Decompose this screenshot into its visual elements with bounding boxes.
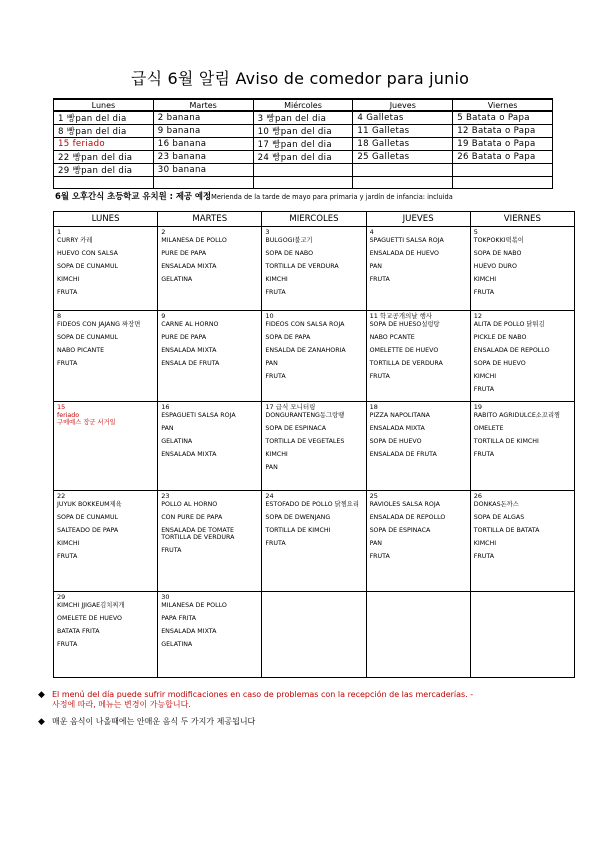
menu-item: ALITA DE POLLO 닭튀김 xyxy=(473,321,545,328)
menu-day-cell xyxy=(366,491,470,592)
menu-item: SOPA DE NABO xyxy=(265,250,314,257)
menu-item: FRUTA xyxy=(473,289,495,296)
snack-cell: 22 빵pan del dia xyxy=(54,151,154,164)
snack-header-jueves: Jueves xyxy=(353,99,453,111)
snack-row xyxy=(54,151,553,164)
menu-week-row xyxy=(54,227,575,311)
menu-item: FRUTA xyxy=(57,360,78,367)
menu-item: FRUTA xyxy=(369,553,390,560)
snack-cell: 3 빵pan del dia xyxy=(253,111,353,125)
menu-day-number: 23 xyxy=(161,492,170,500)
footnote-1-line-1: El menú del día puede sufrir modificaciones en caso de problemas con la recepción de las mercaderías. - xyxy=(52,690,474,699)
menu-item: SOPA DE NABO xyxy=(473,250,522,257)
menu-header-miercoles: MIERCOLES xyxy=(262,212,366,227)
snack-cell: 1 빵pan del dia xyxy=(54,111,154,125)
snack-cell xyxy=(353,164,453,177)
menu-item: FRUTA xyxy=(161,547,182,554)
menu-day-cell xyxy=(366,311,470,402)
snack-cell: 15 feriado xyxy=(54,138,154,151)
menu-item: BULGOGI불고기 xyxy=(265,237,313,244)
snack-row xyxy=(54,125,553,138)
menu-item: FIDEOS CON JAJANG 짜장면 xyxy=(57,321,141,328)
snack-cell: 25 Galletas xyxy=(353,151,453,164)
snack-row xyxy=(54,138,553,151)
menu-day-number: 1 xyxy=(57,228,62,236)
menu-day-number: 8 xyxy=(57,312,62,320)
page-title: 급식 6월 알림 Aviso de comedor para junio xyxy=(130,69,470,88)
menu-item: FRUTA xyxy=(57,553,78,560)
menu-day-number: 5 xyxy=(473,228,478,236)
menu-day-number: 2 xyxy=(161,228,166,236)
snack-header-lunes: Lunes xyxy=(54,99,154,111)
snack-cell: 26 Batata o Papa xyxy=(453,151,553,164)
menu-day-number: 19 xyxy=(473,403,483,411)
menu-item: ENSALADA MIXTA xyxy=(369,425,425,432)
menu-item: SOPA DE PAPA xyxy=(265,334,311,341)
snack-cell: 9 banana xyxy=(153,125,253,138)
menu-item: KIMCHI xyxy=(473,540,497,547)
menu-item: MILANESA DE POLLO xyxy=(161,237,227,244)
diamond-bullet-icon: ◆ xyxy=(38,717,45,727)
menu-item: PAN xyxy=(265,360,278,367)
menu-item: KIMCHI xyxy=(57,540,80,547)
menu-item: RAVIOLES SALSA ROJA xyxy=(369,501,440,508)
menu-item: TORTILLA DE KIMCHI xyxy=(473,438,539,445)
menu-day-cell xyxy=(262,227,366,311)
menu-item: POLLO AL HORNO xyxy=(161,501,218,508)
menu-item: BATATA FRITA xyxy=(57,628,100,635)
menu-item: GELATINA xyxy=(161,641,193,648)
menu-day-cell xyxy=(366,227,470,311)
menu-item: ENSALADA MIXTA xyxy=(161,347,217,354)
menu-item: FRUTA xyxy=(57,289,78,296)
menu-item: FRUTA xyxy=(265,540,286,547)
snack-header-viernes: Viernes xyxy=(453,99,553,111)
menu-day-cell xyxy=(262,311,366,402)
menu-day-cell xyxy=(262,592,366,678)
snack-cell: 8 빵pan del dia xyxy=(54,125,154,138)
menu-item: OMELETE xyxy=(473,425,504,432)
menu-day-number: 25 xyxy=(369,492,378,500)
menu-day-cell xyxy=(54,402,158,491)
menu-item: TORTILLA DE VERDURA xyxy=(265,263,339,270)
menu-item: KIMCHI xyxy=(473,276,497,283)
snack-cell xyxy=(54,177,154,189)
menu-item: ENSALA DE FRUTA xyxy=(161,360,220,367)
menu-item: PAN xyxy=(369,540,382,547)
menu-day-cell xyxy=(470,311,574,402)
menu-item: KIMCHI JJIGAE김치찌개 xyxy=(57,602,125,609)
menu-day-number: 10 xyxy=(265,312,274,320)
menu-day-cell xyxy=(54,592,158,678)
menu-item: SOPA DE HUESO설렁탕 xyxy=(369,321,440,328)
menu-day-number: 26 xyxy=(473,492,483,500)
menu-item: KIMCHI xyxy=(473,373,497,380)
snack-cell: 4 Galletas xyxy=(353,111,453,125)
menu-header-jueves: JUEVES xyxy=(366,212,470,227)
menu-day-cell xyxy=(158,227,262,311)
snack-cell: 29 빵pan del dia xyxy=(54,164,154,177)
menu-item: OMELETTE DE HUEVO xyxy=(369,347,439,354)
menu-item: TOKPOKKI떡볶이 xyxy=(473,237,524,244)
snack-note-main: 6월 오후간식 초등학교 유치원 : 제공 예정 xyxy=(55,191,212,201)
menu-day-number: 11 학교공개의날 행사 xyxy=(369,312,433,320)
menu-day-cell xyxy=(470,592,574,678)
snack-cell: 19 Batata o Papa xyxy=(453,138,553,151)
menu-item: FRUTA xyxy=(265,373,286,380)
menu-item: SOPA DE ESPINACA xyxy=(369,527,431,534)
snack-cell xyxy=(253,164,353,177)
snack-cell xyxy=(153,177,253,189)
snack-cell xyxy=(353,177,453,189)
menu-item: SOPA DE ESPINACA xyxy=(265,425,327,432)
menu-item: SOPA DE HUEVO xyxy=(369,438,422,445)
menu-item: GELATINA xyxy=(161,438,193,445)
menu-item: OMELETE DE HUEVO xyxy=(57,615,122,622)
menu-day-number: 16 xyxy=(161,403,170,411)
menu-week-row xyxy=(54,311,575,402)
menu-item: CARNE AL HORNO xyxy=(161,321,219,328)
snack-cell: 18 Galletas xyxy=(353,138,453,151)
menu-day-cell xyxy=(54,227,158,311)
menu-day-cell xyxy=(366,592,470,678)
snack-cell: 10 빵pan del dia xyxy=(253,125,353,138)
menu-day-cell xyxy=(470,491,574,592)
menu-calendar xyxy=(53,211,575,678)
menu-item: PURE DE PAPA xyxy=(161,250,207,257)
menu-day-cell xyxy=(54,491,158,592)
menu-day-cell xyxy=(158,491,262,592)
menu-item: TORTILLA DE VERDURA xyxy=(369,360,443,367)
snack-cell: 2 banana xyxy=(153,111,253,125)
menu-header-martes: MARTES xyxy=(158,212,262,227)
menu-item: SOPA DE ALGAS xyxy=(473,514,525,521)
menu-item: TORTILLA DE VEGETALES xyxy=(265,438,345,445)
snack-cell: 24 빵pan del dia xyxy=(253,151,353,164)
menu-item: ENSALADA MIXTA xyxy=(161,263,217,270)
menu-week-row xyxy=(54,491,575,592)
menu-item: DONGURANTENG동그랑땡 xyxy=(265,412,345,419)
menu-item: CURRY 카레 xyxy=(57,237,93,244)
menu-item: SOPA DE HUEVO xyxy=(473,360,526,367)
menu-item: CON PURE DE PAPA xyxy=(161,514,223,521)
snack-cell: 5 Batata o Papa xyxy=(453,111,553,125)
menu-item: SOPA DE DWENJANG xyxy=(265,514,331,521)
menu-day-number: 17 급식 모니터링 xyxy=(265,403,316,411)
footnote-1-line-2: 사정에 따라, 메뉴는 변경이 가능합니다. xyxy=(52,700,191,709)
menu-item: ESPAGUETI SALSA ROJA xyxy=(161,412,236,419)
menu-item: PURE DE PAPA xyxy=(161,334,207,341)
snack-cell: 11 Galletas xyxy=(353,125,453,138)
menu-day-number: 24 xyxy=(265,492,274,500)
menu-item: KIMCHI xyxy=(265,451,288,458)
menu-item: ENSALADA DE FRUTA xyxy=(369,451,437,458)
menu-item: SOPA DE CUNAMUL xyxy=(57,263,119,270)
menu-item: ENSALADA MIXTA xyxy=(161,451,217,458)
menu-day-cell xyxy=(470,227,574,311)
snack-cell: 12 Batata o Papa xyxy=(453,125,553,138)
menu-item: PAPA FRITA xyxy=(161,615,197,622)
menu-item: TORTILLA DE KIMCHI xyxy=(265,527,331,534)
snack-row xyxy=(54,164,553,177)
menu-item: DONKAS돈까스 xyxy=(473,501,519,508)
menu-item: feriado xyxy=(57,412,80,419)
menu-item: SOPA DE CUNAMUL xyxy=(57,514,119,521)
menu-item: ENSALADA DE TOMATE TORTILLA DE VERDURA xyxy=(161,527,235,541)
menu-day-cell xyxy=(158,402,262,491)
menu-item: PICKLE DE NABO xyxy=(473,334,527,341)
snack-cell: 16 banana xyxy=(153,138,253,151)
menu-item: FIDEOS CON SALSA ROJA xyxy=(265,321,345,328)
snack-header-martes: Martes xyxy=(153,99,253,111)
snack-table xyxy=(53,98,553,189)
menu-item: ENSALADA MIXTA xyxy=(161,628,217,635)
menu-item: FRUTA xyxy=(473,451,495,458)
menu-item: FRUTA xyxy=(57,641,78,648)
menu-item: PAN xyxy=(265,464,278,471)
menu-item: ENSALADA DE REPOLLO xyxy=(369,514,446,521)
menu-day-cell xyxy=(470,402,574,491)
menu-day-number: 4 xyxy=(369,228,374,236)
menu-day-cell xyxy=(54,311,158,402)
menu-header-lunes: LUNES xyxy=(54,212,158,227)
menu-day-number: 3 xyxy=(265,228,270,236)
menu-item: KIMCHI xyxy=(57,276,80,283)
menu-day-number: 30 xyxy=(161,593,170,601)
menu-day-number: 15 xyxy=(57,403,66,411)
menu-item: SOPA DE CUNAMUL xyxy=(57,334,119,341)
menu-item: GELATINA xyxy=(161,276,193,283)
menu-day-number: 29 xyxy=(57,593,66,601)
snack-note xyxy=(55,190,453,202)
menu-item: FRUTA xyxy=(473,386,495,393)
menu-item: FRUTA xyxy=(473,553,495,560)
menu-day-number: 22 xyxy=(57,492,66,500)
menu-day-cell xyxy=(366,402,470,491)
diamond-bullet-icon: ◆ xyxy=(38,690,45,700)
snack-note-sub: Merienda de la tarde de mayo para primaria y jardín de infancia: incluida xyxy=(211,193,453,201)
menu-item: RABITO AGRIDULCE소꼬리찜 xyxy=(473,412,561,419)
snack-cell xyxy=(453,164,553,177)
snack-row xyxy=(54,111,553,125)
snack-cell xyxy=(253,177,353,189)
menu-item: HUEVO DURO xyxy=(473,263,518,270)
menu-day-number: 9 xyxy=(161,312,166,320)
menu-item: ESTOFADO DE POLLO 닭찜요리 xyxy=(265,501,359,508)
snack-header-miércoles: Miércoles xyxy=(253,99,353,111)
footnote-1 xyxy=(38,690,473,710)
menu-day-cell xyxy=(158,592,262,678)
menu-item: SALTEADO DE PAPA xyxy=(57,527,119,534)
menu-day-number: 12 xyxy=(473,312,483,320)
menu-item: ENSALADA DE REPOLLO xyxy=(473,347,550,354)
menu-week-row xyxy=(54,402,575,491)
menu-day-cell xyxy=(262,491,366,592)
snack-cell xyxy=(453,177,553,189)
snack-cell: 30 banana xyxy=(153,164,253,177)
menu-item: ENSALDA DE ZANAHORIA xyxy=(265,347,346,354)
menu-day-cell xyxy=(158,311,262,402)
menu-item: FRUTA xyxy=(265,289,286,296)
menu-header-viernes: VIERNES xyxy=(470,212,574,227)
menu-item: JUYUK BOKKEUM제육 xyxy=(57,501,122,508)
menu-item: FRUTA xyxy=(369,373,390,380)
footnote-2-line-1: 매운 음식이 나올때에는 안매운 음식 두 가지가 제공됩니다 xyxy=(52,717,256,726)
snack-row xyxy=(54,177,553,189)
menu-item: HUEVO CON SALSA xyxy=(57,250,118,257)
menu-item: PAN xyxy=(369,263,382,270)
snack-cell: 23 banana xyxy=(153,151,253,164)
footnote-2 xyxy=(38,717,255,727)
menu-item: TORTILLA DE BATATA xyxy=(473,527,540,534)
menu-item: FRUTA xyxy=(369,276,390,283)
menu-day-cell xyxy=(262,402,366,491)
menu-item: 구메예스 장군 서거일 xyxy=(57,419,116,426)
menu-item: NABO PICANTE xyxy=(57,347,105,354)
menu-item: SPAGUETTI SALSA ROJA xyxy=(369,237,444,244)
menu-item: NABO PCANTE xyxy=(369,334,415,341)
menu-week-row xyxy=(54,592,575,678)
menu-item: PIZZA NAPOLITANA xyxy=(369,412,430,419)
menu-item: PAN xyxy=(161,425,174,432)
menu-item: MILANESA DE POLLO xyxy=(161,602,227,609)
menu-item: KIMCHI xyxy=(265,276,288,283)
snack-cell: 17 빵pan del dia xyxy=(253,138,353,151)
menu-day-number: 18 xyxy=(369,403,378,411)
menu-item: ENSALADA DE HUEVO xyxy=(369,250,439,257)
